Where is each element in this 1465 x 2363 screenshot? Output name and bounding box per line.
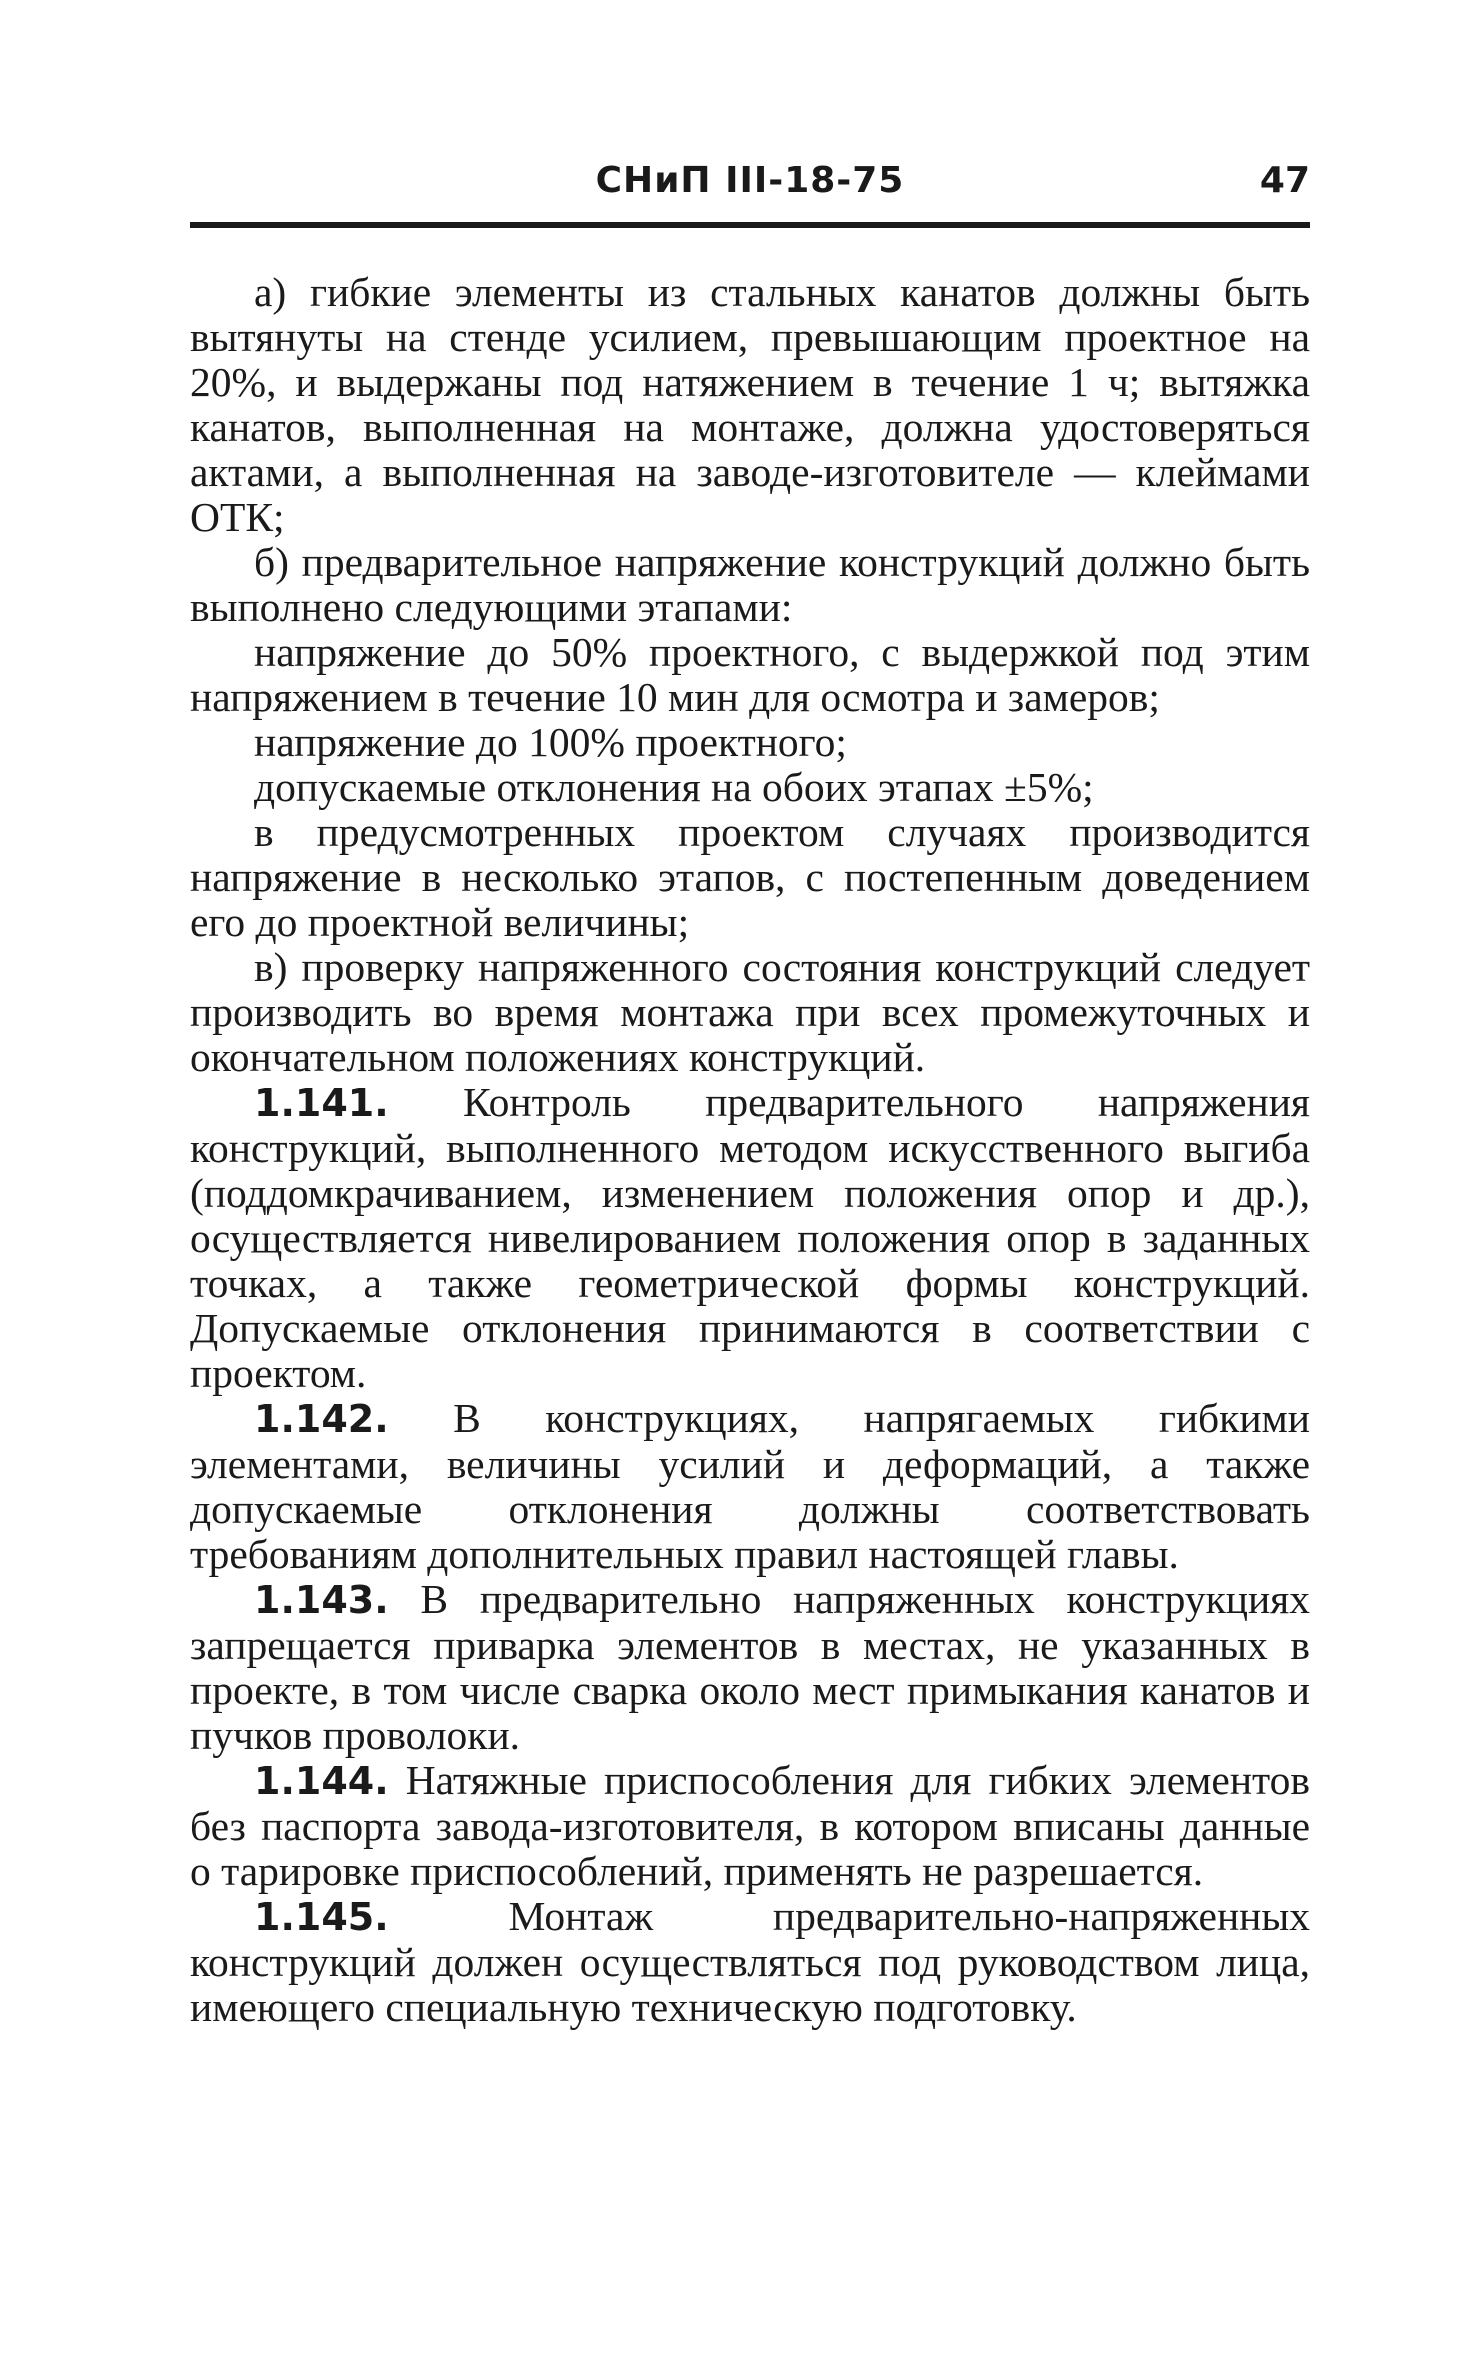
section-number: 1.143. — [254, 1578, 389, 1622]
section-number: 1.145. — [254, 1895, 389, 1939]
header-rule — [190, 222, 1310, 228]
paragraph-text: б) предварительное напряжение конструкций должно быть выполнено следующими этапами: — [190, 539, 1310, 630]
page-header — [190, 160, 1310, 220]
paragraph-a — [190, 270, 1310, 540]
section-1-141 — [190, 1080, 1310, 1396]
document-code: СНиП III-18-75 — [595, 160, 905, 201]
paragraph-text: а) гибкие элементы из стальных канатов должны быть вытянуты на стенде усилием, превышающим проектное на 20%, и выдержаны под натяжением в течение 1 ч; вытяжка канатов, выполненная на монтаже, должна удостоверяться актами, а выполненная на заводе-изготовителе — клеймами ОТК; — [190, 269, 1310, 540]
paragraph-tolerance — [190, 765, 1310, 810]
section-number: 1.144. — [254, 1759, 389, 1803]
paragraph-text: напряжение до 50% проектного, с выдержкой под этим напряжением в течение 10 мин для осмотра и замеров; — [190, 629, 1310, 720]
section-1-142 — [190, 1396, 1310, 1577]
paragraph-stage-50 — [190, 630, 1310, 720]
section-number: 1.142. — [254, 1397, 389, 1441]
section-1-143 — [190, 1577, 1310, 1758]
section-1-145 — [190, 1894, 1310, 2030]
paragraph-text: Контроль предварительного напряжения конструкций, выполненного методом искусственного выгиба (поддомкрачиванием, изменением положения опор и др.), осуществляется нивелированием положения опор в заданных точках, а также геометрической формы конструкций. Допускаемые отклонения принимаются в соответствии с проектом. — [190, 1079, 1311, 1396]
paragraph-text: В конструкциях, напрягаемых гибкими элементами, величины усилий и деформаций, а также допускаемые отклонения должны соответствовать требованиям дополнительных правил настоящей главы. — [190, 1395, 1311, 1577]
paragraph-text: в) проверку напряженного состояния конструкций следует производить во время монтажа при всех промежуточных и окончательном положениях конструкций. — [190, 944, 1310, 1080]
paragraph-stage-100 — [190, 720, 1310, 765]
paragraph-several-stages — [190, 810, 1310, 945]
paragraph-text: напряжение до 100% проектного; — [254, 719, 847, 765]
page-number: 47 — [1259, 160, 1310, 201]
paragraph-text: допускаемые отклонения на обоих этапах ±5%; — [254, 764, 1094, 810]
paragraph-text: Монтаж предварительно-напряженных конструкций должен осуществляться под руководством лица, имеющего специальную техническую подготовку. — [190, 1893, 1310, 2030]
paragraph-text: В предварительно напряженных конструкциях запрещается приварка элементов в местах, не указанных в проекте, в том числе сварка около мест примыкания канатов и пучков проволоки. — [190, 1576, 1310, 1758]
paragraph-b — [190, 540, 1310, 630]
section-number: 1.141. — [254, 1081, 389, 1125]
section-1-144 — [190, 1758, 1310, 1894]
paragraph-text: Натяжные приспособления для гибких элементов без паспорта завода-изготовителя, в котором вписаны данные о тарировке приспособлений, применять не разрешается. — [190, 1757, 1310, 1894]
paragraph-text: в предусмотренных проектом случаях производится напряжение в несколько этапов, с постепенным доведением его до проектной величины; — [190, 809, 1310, 945]
paragraph-v — [190, 945, 1310, 1080]
body-text — [190, 270, 1310, 2030]
